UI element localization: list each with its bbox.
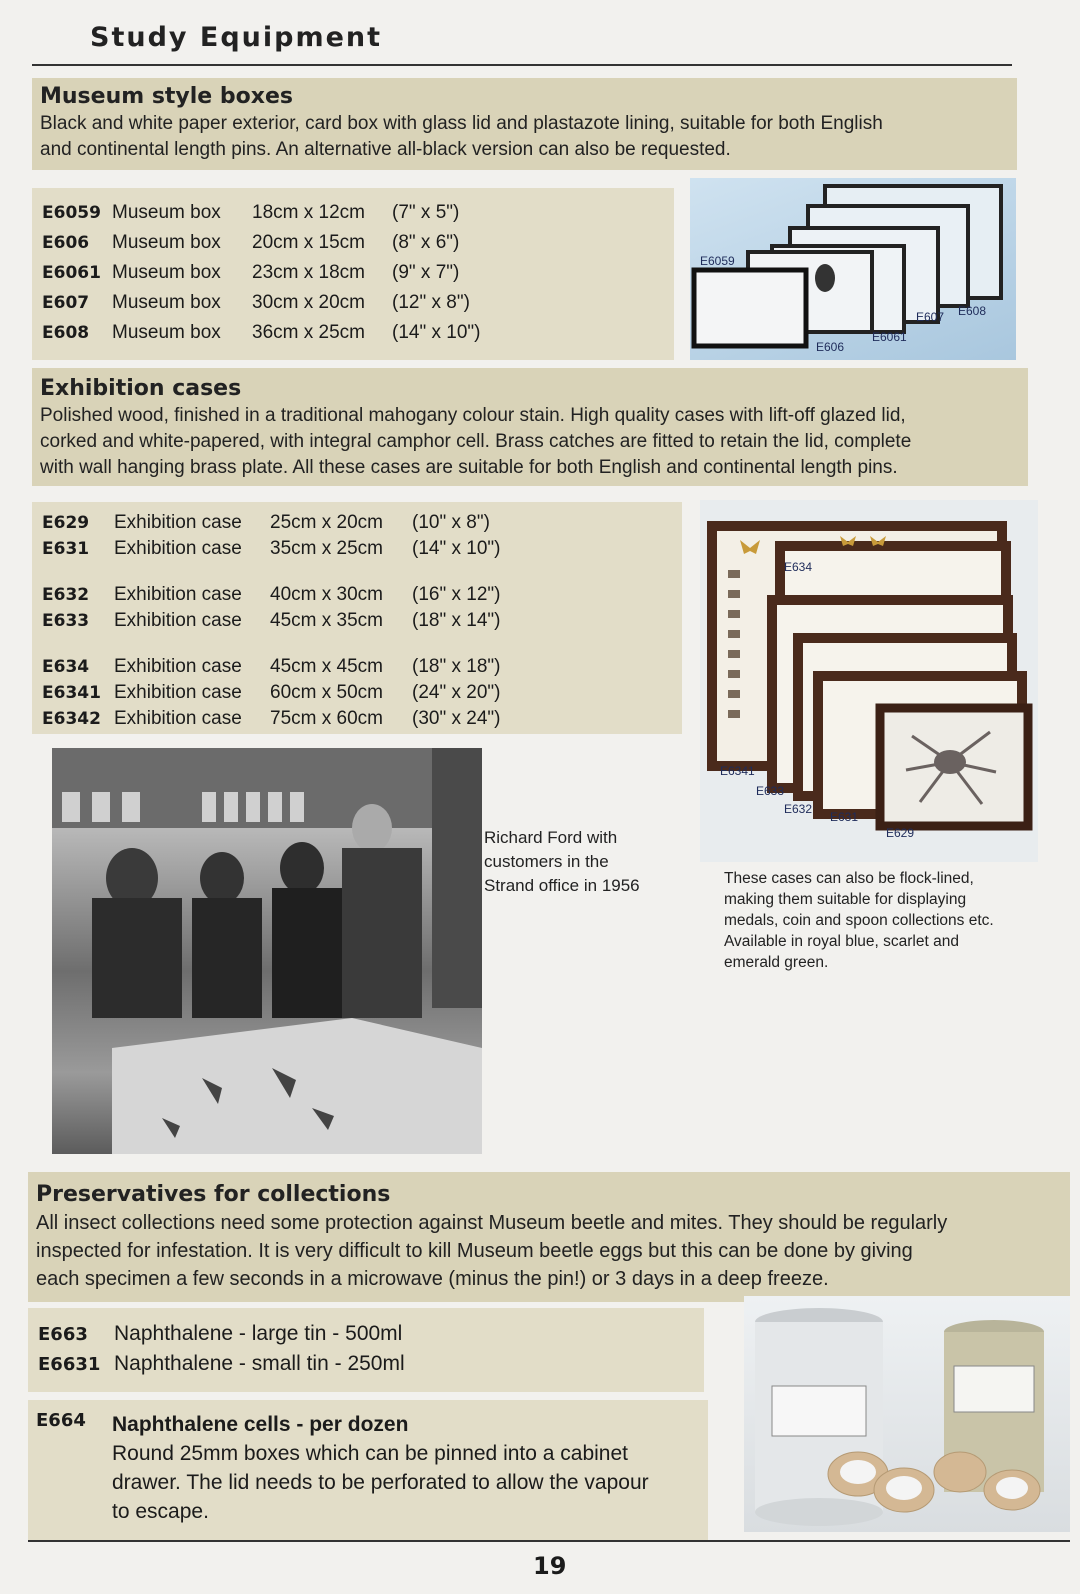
- list-item: [42, 202, 459, 224]
- item-name: Museum box: [112, 322, 221, 343]
- list-item: [42, 656, 500, 678]
- item-imperial: (30" x 24"): [412, 708, 501, 729]
- item-imperial: (16" x 12"): [412, 584, 501, 605]
- item-metric: 23cm x 18cm: [252, 262, 365, 283]
- photo-label: E632: [784, 802, 813, 816]
- photo-label: E6341: [720, 764, 755, 778]
- item-code: E606: [42, 233, 90, 253]
- item-metric: 75cm x 60cm: [270, 708, 383, 729]
- museum-boxes-desc-2: and continental length pins. An alternative all-black version can also be requested.: [40, 139, 731, 160]
- list-item: [42, 610, 500, 632]
- preservatives-desc-3: each specimen a few seconds in a microwave (minus the pin!) or 3 days in a deep freeze.: [36, 1268, 829, 1290]
- museum-boxes-band: [32, 78, 1017, 170]
- item-imperial: (10" x 8"): [412, 512, 490, 533]
- item-imperial: (18" x 14"): [412, 610, 501, 631]
- item-metric: 18cm x 12cm: [252, 202, 365, 223]
- item-desc: Naphthalene - large tin - 500ml: [114, 1322, 403, 1345]
- item-metric: 20cm x 15cm: [252, 232, 365, 253]
- museum-boxes-photo: [690, 178, 1016, 360]
- exhibition-cases-list: [32, 502, 682, 734]
- list-item: [42, 682, 500, 704]
- item-code: E6341: [42, 683, 101, 703]
- preservatives-desc-1: All insect collections need some protection against Museum beetle and mites. They should be regularly: [36, 1212, 948, 1234]
- item-imperial: (7" x 5"): [392, 202, 460, 223]
- item-code: E629: [42, 513, 90, 533]
- list-item: [42, 262, 459, 284]
- list-item: [42, 512, 490, 534]
- item-metric: 30cm x 20cm: [252, 292, 365, 313]
- item-imperial: (12" x 8"): [392, 292, 470, 313]
- list-item: [42, 292, 470, 314]
- exhibition-cases-photo: [700, 500, 1038, 862]
- item-metric: 25cm x 20cm: [270, 512, 383, 533]
- list-item: [42, 708, 500, 730]
- note-line: emerald green.: [724, 954, 829, 971]
- footer-rule: [28, 1540, 1070, 1542]
- item-metric: 60cm x 50cm: [270, 682, 383, 703]
- list-item: [38, 1352, 405, 1376]
- note-line: These cases can also be flock-lined,: [724, 870, 974, 887]
- item-metric: 36cm x 25cm: [252, 322, 365, 343]
- item-imperial: (14" x 10"): [412, 538, 501, 559]
- item-imperial: (18" x 18"): [412, 656, 501, 677]
- item-desc: Naphthalene - small tin - 250ml: [114, 1352, 405, 1375]
- item-metric: 45cm x 35cm: [270, 610, 383, 631]
- item-name: Exhibition case: [114, 538, 242, 559]
- photo-label: E634: [784, 560, 813, 574]
- list-item: [42, 584, 500, 606]
- museum-boxes-heading: Museum style boxes: [40, 84, 293, 109]
- photo-label: E6061: [872, 330, 907, 344]
- photo-label: E608: [958, 304, 987, 318]
- item-name: Museum box: [112, 232, 221, 253]
- caption-line: customers in the: [484, 852, 609, 871]
- page-title: Study Equipment: [90, 22, 383, 53]
- item-code: E663: [38, 1324, 88, 1345]
- historic-shop-photo: [52, 748, 482, 1154]
- item-code: E6061: [42, 263, 101, 283]
- item-code: E631: [42, 539, 90, 559]
- item-name: Museum box: [112, 262, 221, 283]
- title-rule: [32, 64, 1012, 66]
- item-code: E6342: [42, 709, 101, 729]
- preservatives-desc-2: inspected for infestation. It is very difficult to kill Museum beetle eggs but this can be done by giving: [36, 1240, 913, 1262]
- caption-line: Richard Ford with: [484, 828, 618, 847]
- museum-boxes-desc-1: Black and white paper exterior, card box with glass lid and plastazote lining, suitable for both English: [40, 113, 883, 134]
- naphthalene-tins-list: [28, 1308, 704, 1392]
- preservatives-heading: Preservatives for collections: [36, 1182, 391, 1207]
- cells-desc-2: drawer. The lid needs to be perforated to allow the vapour: [112, 1471, 649, 1494]
- historic-photo-caption: [484, 826, 684, 898]
- note-line: medals, coin and spoon collections etc.: [724, 912, 994, 929]
- caption-line: Strand office in 1956: [484, 876, 640, 895]
- exhibition-cases-heading: Exhibition cases: [40, 376, 242, 401]
- note-line: making them suitable for displaying: [724, 891, 967, 908]
- item-metric: 35cm x 25cm: [270, 538, 383, 559]
- historic-shop-illustration: [52, 748, 482, 1154]
- item-code: E607: [42, 293, 90, 313]
- item-imperial: (24" x 20"): [412, 682, 501, 703]
- exhibition-cases-band: [32, 368, 1028, 486]
- naphthalene-tins-illustration: [744, 1296, 1070, 1532]
- item-imperial: (8" x 6"): [392, 232, 460, 253]
- cells-desc-1: Round 25mm boxes which can be pinned into a cabinet: [112, 1442, 628, 1465]
- cells-desc-3: to escape.: [112, 1500, 209, 1523]
- photo-label: E6059: [700, 254, 735, 268]
- exhibition-cases-desc-1: Polished wood, finished in a traditional mahogany colour stain. High quality cases with lift-off glazed lid,: [40, 405, 906, 426]
- naphthalene-cells-box: [28, 1400, 708, 1542]
- item-code: E634: [42, 657, 90, 677]
- flock-lined-note: [724, 868, 1054, 973]
- photo-label: E631: [830, 810, 859, 824]
- item-metric: 40cm x 30cm: [270, 584, 383, 605]
- item-imperial: (14" x 10"): [392, 322, 481, 343]
- item-code: E632: [42, 585, 90, 605]
- exhibition-cases-desc-3: with wall hanging brass plate. All these cases are suitable for both English and continental length pins.: [40, 457, 898, 478]
- exhibition-cases-illustration: [700, 500, 1038, 862]
- museum-boxes-list: [32, 188, 674, 360]
- list-item: [38, 1322, 402, 1346]
- item-name: Exhibition case: [114, 584, 242, 605]
- item-name: Exhibition case: [114, 708, 242, 729]
- cells-title: Naphthalene cells - per dozen: [112, 1413, 409, 1436]
- photo-label: E633: [756, 784, 785, 798]
- exhibition-cases-desc-2: corked and white-papered, with integral camphor cell. Brass catches are fitted to retain the lid, complete: [40, 431, 912, 452]
- item-name: Museum box: [112, 292, 221, 313]
- item-imperial: (9" x 7"): [392, 262, 460, 283]
- item-name: Exhibition case: [114, 512, 242, 533]
- photo-label: E629: [886, 826, 915, 840]
- item-code: E664: [36, 1410, 86, 1431]
- item-code: E6059: [42, 203, 101, 223]
- item-metric: 45cm x 45cm: [270, 656, 383, 677]
- list-item: [42, 538, 500, 560]
- museum-boxes-illustration: [690, 178, 1016, 360]
- note-line: Available in royal blue, scarlet and: [724, 933, 959, 950]
- item-name: Exhibition case: [114, 682, 242, 703]
- page-number: 19: [533, 1552, 567, 1580]
- naphthalene-photo: [744, 1296, 1070, 1532]
- item-name: Exhibition case: [114, 656, 242, 677]
- preservatives-band: [28, 1172, 1070, 1302]
- item-name: Museum box: [112, 202, 221, 223]
- item-code: E633: [42, 611, 90, 631]
- list-item: [42, 322, 480, 344]
- item-code: E6631: [38, 1354, 101, 1375]
- list-item: [42, 232, 459, 254]
- photo-label: E606: [816, 340, 845, 354]
- item-code: E608: [42, 323, 90, 343]
- photo-label: E607: [916, 310, 945, 324]
- item-name: Exhibition case: [114, 610, 242, 631]
